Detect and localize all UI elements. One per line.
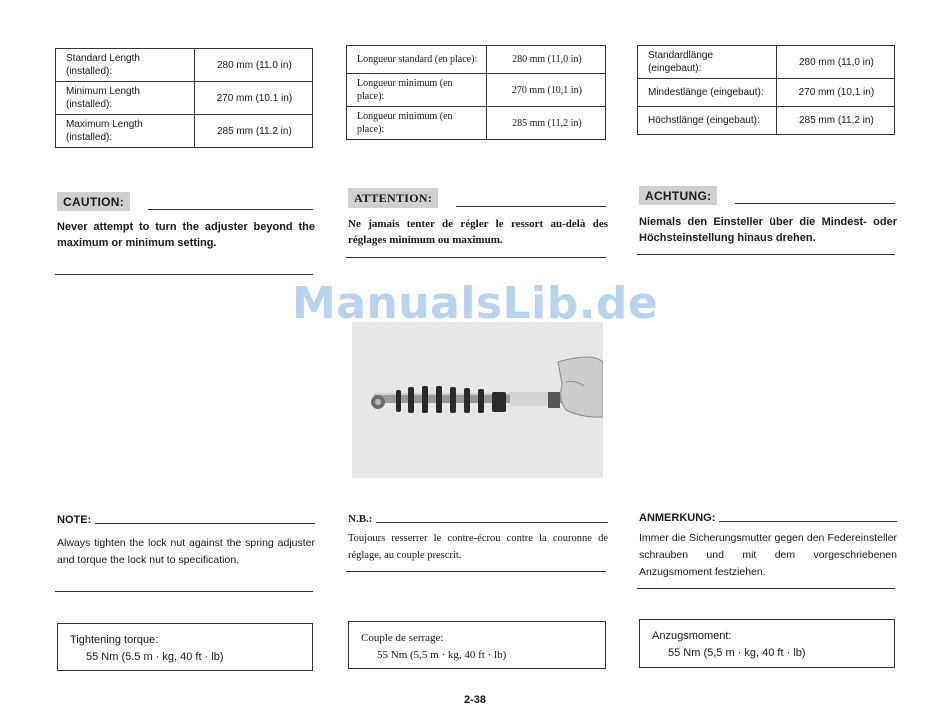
- spec-label: Höchstlänge (eingebaut):: [638, 107, 777, 135]
- spec-value: 270 mm (10,1 in): [776, 79, 894, 107]
- divider: [55, 274, 313, 275]
- note-label: N.B.:: [348, 513, 373, 525]
- torque-value: 55 Nm (5,5 m · kg, 40 ft · lb): [668, 647, 806, 659]
- caution-badge: CAUTION:: [57, 192, 130, 211]
- watermark: ManualsLib.de: [292, 278, 659, 329]
- note-heading: [639, 512, 897, 524]
- spec-value: 280 mm (11,0 in): [486, 46, 605, 74]
- spec-label: Longueur minimum (en place):: [347, 74, 487, 107]
- table-row: [56, 49, 313, 82]
- torque-box: [639, 619, 895, 668]
- spec-label: Standard Length (installed):: [56, 49, 195, 82]
- spec-table-german: [637, 45, 895, 135]
- spec-table-english: [55, 48, 313, 148]
- caution-text: Ne jamais tenter de régler le ressort au-delà des réglages minimum ou maximum.: [348, 218, 608, 246]
- caution-heading: [637, 186, 895, 205]
- note-heading: [57, 514, 315, 526]
- spec-value: 270 mm (10.1 in): [194, 82, 312, 115]
- table-row: [638, 46, 895, 79]
- torque-label: Couple de serrage:: [361, 632, 444, 644]
- table-row: [347, 74, 606, 107]
- divider: [456, 206, 606, 207]
- divider: [637, 588, 895, 589]
- caution-badge: ATTENTION:: [348, 188, 438, 208]
- spec-label: Maximum Length (installed):: [56, 115, 195, 148]
- note-heading: [348, 513, 608, 525]
- divider: [148, 209, 313, 210]
- note-text: Always tighten the lock nut against the spring adjuster and torque the lock nut to specification.: [57, 537, 315, 566]
- divider: [346, 257, 606, 258]
- divider: [637, 254, 895, 255]
- spec-value: 285 mm (11,2 in): [486, 107, 605, 140]
- divider: [55, 591, 313, 592]
- spec-label: Mindestlänge (eingebaut):: [638, 79, 777, 107]
- table-row: [638, 107, 895, 135]
- caution-text: Never attempt to turn the adjuster beyond the maximum or minimum setting.: [57, 221, 315, 249]
- torque-box: [57, 623, 313, 671]
- table-row: [56, 82, 313, 115]
- torque-value: 55 Nm (5.5 m · kg, 40 ft · lb): [86, 651, 224, 663]
- torque-label: Tightening torque:: [70, 634, 159, 646]
- note-label: NOTE:: [57, 514, 92, 526]
- divider: [735, 203, 895, 204]
- page-number: 2-38: [464, 694, 487, 706]
- spec-table-french: [346, 45, 606, 140]
- divider: [346, 571, 606, 572]
- divider: [95, 523, 315, 524]
- shock-absorber-illustration: [352, 322, 603, 478]
- spec-value: 285 mm (11,2 in): [776, 107, 894, 135]
- caution-badge: ACHTUNG:: [639, 186, 717, 205]
- table-row: [638, 79, 895, 107]
- torque-box: [348, 621, 606, 669]
- spec-value: 270 mm (10,1 in): [486, 74, 605, 107]
- note-text: Immer die Sicherungsmutter gegen den Federeinsteller schrauben und mit dem vorgeschriebenen Anzugsmoment festziehen.: [639, 532, 897, 578]
- divider: [376, 522, 608, 523]
- spec-value: 280 mm (11.0 in): [194, 49, 312, 82]
- divider: [719, 521, 897, 522]
- note-text: Toujours resserrer le contre-écrou contre la couronne de réglage, au couple prescrit.: [348, 533, 608, 561]
- spec-value: 280 mm (11,0 in): [776, 46, 894, 79]
- spec-label: Longueur minimum (en place):: [347, 107, 487, 140]
- spec-label: Standardlänge (eingebaut):: [638, 46, 777, 79]
- spec-label: Longueur standard (en place):: [347, 46, 487, 74]
- caution-heading: [55, 192, 313, 211]
- table-row: [56, 115, 313, 148]
- note-label: ANMERKUNG:: [639, 512, 716, 524]
- caution-heading: [346, 188, 606, 208]
- torque-label: Anzugsmoment:: [652, 630, 732, 642]
- table-row: [347, 46, 606, 74]
- caution-text: Niemals den Einsteller über die Mindest- oder Höchsteinstellung hinaus drehen.: [639, 216, 897, 244]
- spec-value: 285 mm (11.2 in): [194, 115, 312, 148]
- spec-label: Minimum Length (installed):: [56, 82, 195, 115]
- shock-absorber-photo: [352, 322, 603, 478]
- torque-value: 55 Nm (5,5 m · kg, 40 ft · lb): [377, 649, 507, 661]
- table-row: [347, 107, 606, 140]
